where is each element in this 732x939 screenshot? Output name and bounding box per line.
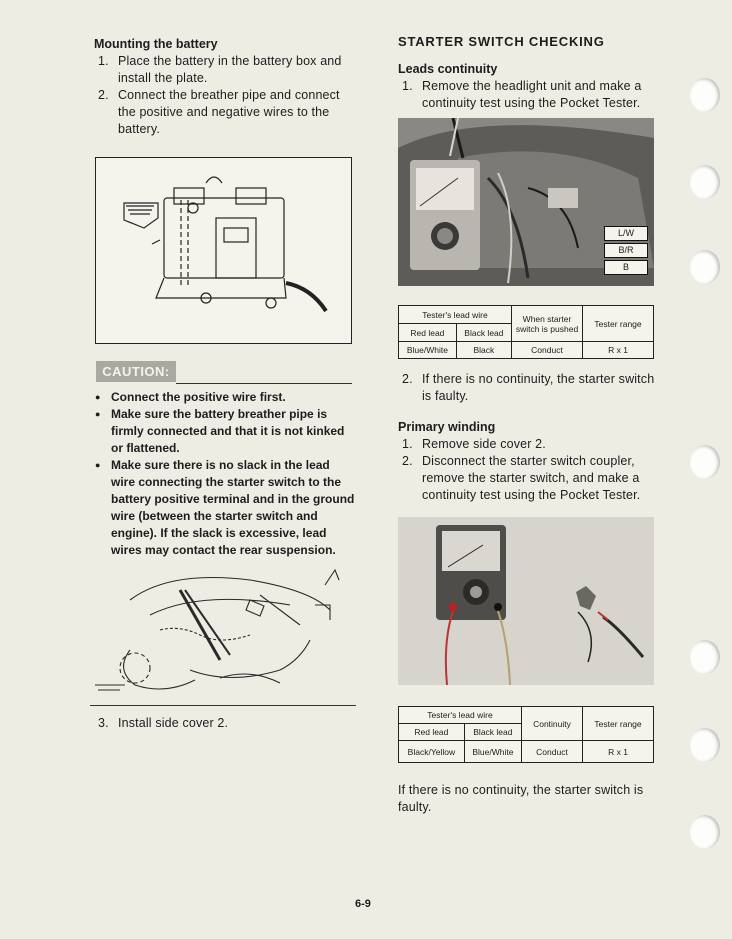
section-title: STARTER SWITCH CHECKING <box>398 34 605 49</box>
battery-box-drawing <box>96 158 351 343</box>
binder-hole <box>690 250 720 284</box>
table-header: When starter switch is pushed <box>512 306 583 342</box>
list-item: 2. If there is no continuity, the starter switch is faulty. <box>402 372 655 403</box>
caution-list <box>94 389 356 559</box>
table-header: Red lead <box>399 324 457 342</box>
list-item: ● Make sure the battery breather pipe is firmly connected and that it is not kinked or flattened. <box>94 406 356 457</box>
list-item: 1. Remove the headlight unit and make a continuity test using the Pocket Tester. <box>402 79 642 110</box>
table-cell: Black <box>456 342 511 359</box>
table-header: Black lead <box>456 324 511 342</box>
wire-label: B <box>604 260 648 275</box>
table-cell: Conduct <box>512 342 583 359</box>
engine-wiring-drawing <box>90 560 355 698</box>
primary-steps <box>398 436 660 504</box>
binder-hole <box>690 78 720 112</box>
starter-switch-test-image <box>398 517 654 685</box>
table-cell: Conduct <box>522 741 583 763</box>
wire-label: L/W <box>604 226 648 241</box>
table-header: Tester range <box>583 306 654 342</box>
mounting-battery-title: Mounting the battery <box>94 37 218 51</box>
wire-label: B/R <box>604 243 648 258</box>
binder-hole <box>690 445 720 479</box>
table-cell: R x 1 <box>583 741 654 763</box>
list-item: 2. Disconnect the starter switch coupler, remove the starter switch, and make a continuity test using the Pocket Tester. <box>402 454 641 502</box>
table-cell: Black/Yellow <box>399 741 465 763</box>
binder-hole <box>690 165 720 199</box>
leads-continuity-title: Leads continuity <box>398 62 498 76</box>
page-number: 6-9 <box>355 898 371 910</box>
binder-hole <box>690 815 720 849</box>
list-item: 3. Install side cover 2. <box>98 716 229 730</box>
table-header: Tester range <box>583 707 654 741</box>
table-cell: Blue/White <box>399 342 457 359</box>
install-steps <box>94 715 356 732</box>
battery-box-illustration <box>95 157 352 344</box>
caution-label: CAUTION: <box>96 361 176 382</box>
table-header: Black lead <box>464 724 521 741</box>
table-cell: Blue/White <box>464 741 521 763</box>
leads-steps-continued <box>398 371 660 405</box>
binder-hole <box>690 728 720 762</box>
primary-winding-table <box>398 706 654 763</box>
wire-color-labels <box>604 226 648 275</box>
primary-winding-title: Primary winding <box>398 420 496 434</box>
table-header: Continuity <box>522 707 583 741</box>
leads-steps <box>398 78 660 112</box>
mounting-steps <box>94 53 356 138</box>
list-item: ● Make sure there is no slack in the lead wire connecting the starter switch to the battery positive terminal and in the ground wire (between the starter switch and engine). If the slack is excessive, lead wires may contact the rear suspension. <box>94 457 356 559</box>
engine-wiring-illustration <box>90 560 355 698</box>
list-item: ● Connect the positive wire first. <box>94 389 356 406</box>
headlight-test-photo <box>398 118 654 286</box>
table-header: Red lead <box>399 724 465 741</box>
table-row <box>399 342 654 359</box>
caution-rule <box>176 383 352 384</box>
conclusion-text: If there is no continuity, the starter switch is faulty. <box>398 783 644 814</box>
list-item: 1. Place the battery in the battery box and install the plate. <box>98 54 342 85</box>
binder-hole <box>690 640 720 674</box>
table-cell: R x 1 <box>583 342 654 359</box>
table-header: Tester's lead wire <box>399 306 512 324</box>
list-item: 2. Connect the breather pipe and connect the positive and negative wires to the battery. <box>98 88 340 136</box>
left-section-rule <box>90 705 356 706</box>
leads-continuity-table <box>398 305 654 359</box>
list-item: 1. Remove side cover 2. <box>402 437 546 451</box>
table-row <box>399 741 654 763</box>
starter-switch-test-photo <box>398 517 654 685</box>
table-header: Tester's lead wire <box>399 707 522 724</box>
